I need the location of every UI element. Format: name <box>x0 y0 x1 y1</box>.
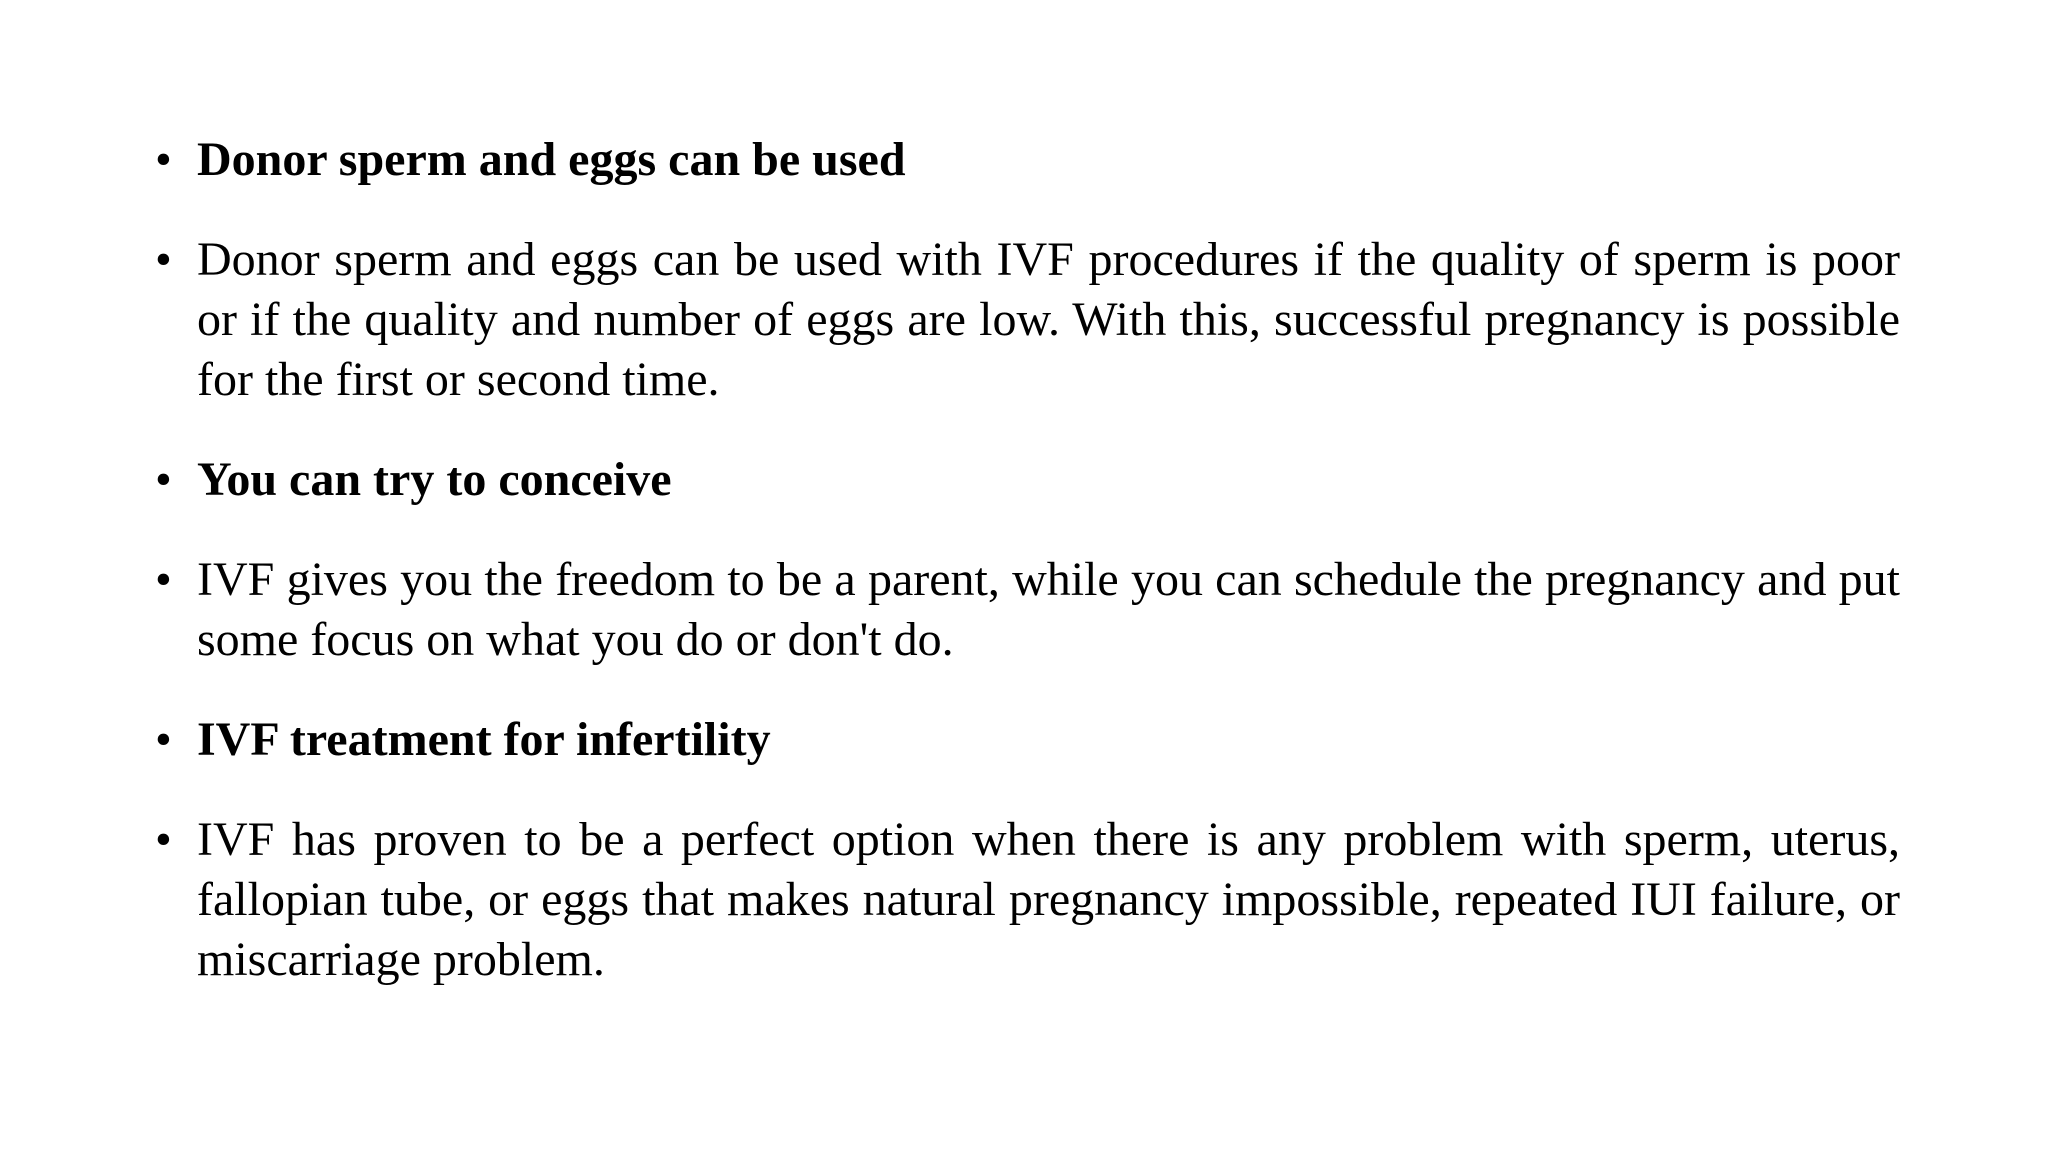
bullet-icon: • <box>155 553 172 606</box>
bullet-heading-infertility <box>155 710 1900 770</box>
bullet-body-donor <box>155 230 1900 410</box>
bullet-icon: • <box>155 133 172 186</box>
bullet-body-text: IVF gives you the freedom to be a parent, while you can schedule the pregnancy and put some focus on what you do or don't do. <box>197 553 1900 666</box>
bullet-icon: • <box>155 713 172 766</box>
bullet-body-conceive <box>155 550 1900 670</box>
bullet-icon: • <box>155 453 172 506</box>
bullet-icon: • <box>155 813 172 866</box>
bullet-icon: • <box>155 233 172 286</box>
bullet-body-text: Donor sperm and eggs can be used with IVF procedures if the quality of sperm is poor or if the quality and number of eggs are low. With this, successful pregnancy is possible for the first or second time. <box>197 233 1900 406</box>
bullet-heading-conceive <box>155 450 1900 510</box>
bullet-heading-donor <box>155 130 1900 190</box>
bullet-heading-text: Donor sperm and eggs can be used <box>197 133 906 186</box>
bullet-body-text: IVF has proven to be a perfect option when there is any problem with sperm, uterus, fallopian tube, or eggs that makes natural pregnancy impossible, repeated IUI failure, or miscarriage problem. <box>197 813 1900 986</box>
bullet-body-infertility <box>155 810 1900 990</box>
bullet-heading-text: You can try to conceive <box>197 453 672 506</box>
bullet-heading-text: IVF treatment for infertility <box>197 713 771 766</box>
bullet-list <box>155 130 1900 990</box>
